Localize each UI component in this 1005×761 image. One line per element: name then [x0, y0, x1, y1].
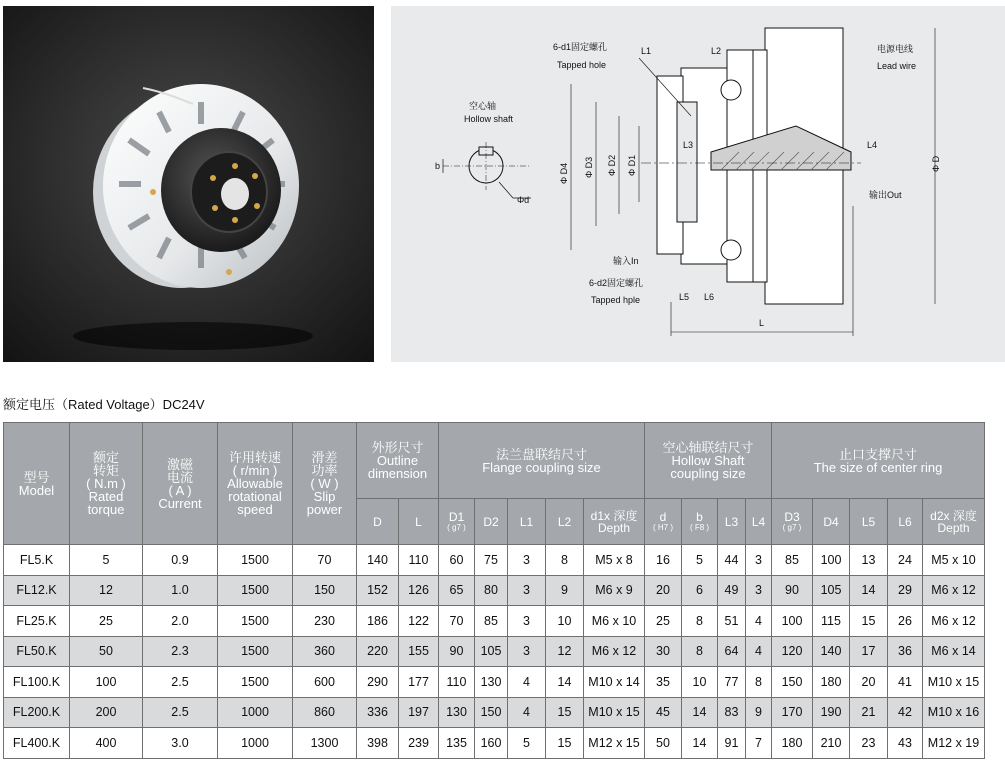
header-L6: L6 — [888, 499, 923, 545]
cell-d3: 85 — [772, 545, 813, 576]
cell-d2x: M10 x 16 — [923, 697, 985, 728]
label-L3: L3 — [683, 140, 694, 150]
cell-l6: 42 — [888, 697, 923, 728]
cell-slip: 150 — [293, 575, 357, 606]
table-row — [4, 575, 985, 606]
cell-slip: 70 — [293, 545, 357, 576]
cell-d1x: M10 x 15 — [584, 697, 645, 728]
cell-l: 126 — [399, 575, 439, 606]
label-hollow-shaft-en: Hollow shaft — [464, 114, 514, 124]
cell-d: 16 — [645, 545, 682, 576]
cell-d4: 210 — [813, 728, 850, 759]
cell-speed: 1500 — [218, 575, 293, 606]
label-D1: Φ D1 — [627, 154, 637, 176]
cell-d: 290 — [357, 667, 399, 698]
cell-b: 6 — [682, 575, 718, 606]
cell-l2: 12 — [546, 636, 584, 667]
cell-l6: 26 — [888, 606, 923, 637]
cell-l: 239 — [399, 728, 439, 759]
cell-l3: 77 — [718, 667, 746, 698]
cell-d2x: M10 x 15 — [923, 667, 985, 698]
header-D1: D1 ( g7 ) — [439, 499, 475, 545]
cell-b: 8 — [682, 636, 718, 667]
cell-l4: 3 — [746, 545, 772, 576]
header-L1: L1 — [508, 499, 546, 545]
label-phi-d: Φd — [517, 195, 530, 205]
cell-d2x: M6 x 14 — [923, 636, 985, 667]
header-torque-cell: 额定 转矩 ( N.m ) Rated torque — [70, 423, 143, 545]
cell-l2: 15 — [546, 728, 584, 759]
label-L: L — [759, 318, 765, 328]
cell-d3: 150 — [772, 667, 813, 698]
cell-l5: 23 — [850, 728, 888, 759]
cell-torque: 100 — [70, 667, 143, 698]
cell-l5: 15 — [850, 606, 888, 637]
label-tapped-hole-2-cn: 6-d2固定螺孔 — [589, 278, 644, 288]
table-row — [4, 606, 985, 637]
table-row — [4, 545, 985, 576]
cell-d: 140 — [357, 545, 399, 576]
cell-d2: 85 — [475, 606, 508, 637]
cell-d3: 90 — [772, 575, 813, 606]
cell-l1: 3 — [508, 575, 546, 606]
cell-current: 1.0 — [143, 575, 218, 606]
cell-torque: 50 — [70, 636, 143, 667]
label-input: 输入In — [613, 256, 639, 266]
label-lead-wire-en: Lead wire — [877, 61, 917, 71]
header-hollow-cell: 空心轴联结尺寸 Hollow Shaft coupling size — [645, 423, 772, 499]
cell-l4: 9 — [746, 697, 772, 728]
label-lead-wire-cn: 电源电线 — [877, 44, 914, 54]
cell-l6: 36 — [888, 636, 923, 667]
cell-d1x: M6 x 9 — [584, 575, 645, 606]
cell-d4: 100 — [813, 545, 850, 576]
cell-l3: 83 — [718, 697, 746, 728]
cell-current: 2.5 — [143, 667, 218, 698]
cell-current: 2.0 — [143, 606, 218, 637]
cell-model: FL12.K — [4, 575, 70, 606]
header-ring-cell: 止口支撑尺寸 The size of center ring — [772, 423, 985, 499]
product-photo — [3, 6, 374, 362]
label-hollow-shaft-cn: 空心轴 — [469, 101, 497, 111]
cell-l5: 14 — [850, 575, 888, 606]
cell-l3: 44 — [718, 545, 746, 576]
cell-l2: 9 — [546, 575, 584, 606]
label-L4: L4 — [867, 140, 878, 150]
header-d: d ( H7 ) — [645, 499, 682, 545]
label-b: b — [435, 161, 441, 171]
cell-d1x: M12 x 15 — [584, 728, 645, 759]
cell-d1: 135 — [439, 728, 475, 759]
cell-d1: 70 — [439, 606, 475, 637]
cell-d1: 130 — [439, 697, 475, 728]
cell-speed: 1500 — [218, 667, 293, 698]
cell-d2: 130 — [475, 667, 508, 698]
cell-l4: 3 — [746, 575, 772, 606]
cell-l4: 4 — [746, 606, 772, 637]
cell-d1: 90 — [439, 636, 475, 667]
cell-l3: 49 — [718, 575, 746, 606]
header-L4: L4 — [746, 499, 772, 545]
cell-d2: 80 — [475, 575, 508, 606]
cell-torque: 12 — [70, 575, 143, 606]
header-L3: L3 — [718, 499, 746, 545]
cell-d4: 190 — [813, 697, 850, 728]
cell-model: FL5.K — [4, 545, 70, 576]
rated-voltage-caption: 额定电压（Rated Voltage）DC24V — [3, 397, 205, 412]
table-row — [4, 697, 985, 728]
cell-slip: 360 — [293, 636, 357, 667]
cell-l6: 43 — [888, 728, 923, 759]
cell-speed: 1000 — [218, 697, 293, 728]
cell-l4: 8 — [746, 667, 772, 698]
cell-d: 45 — [645, 697, 682, 728]
cell-d1x: M5 x 8 — [584, 545, 645, 576]
spec-table-body — [3, 422, 985, 759]
cell-d: 35 — [645, 667, 682, 698]
cell-d4: 115 — [813, 606, 850, 637]
header-D3: D3 ( g7 ) — [772, 499, 813, 545]
cell-d3: 170 — [772, 697, 813, 728]
cell-d2: 160 — [475, 728, 508, 759]
cell-d: 220 — [357, 636, 399, 667]
cell-l2: 10 — [546, 606, 584, 637]
cell-d: 25 — [645, 606, 682, 637]
header-current-cell: 激磁 电流 ( A ) Current — [143, 423, 218, 545]
label-L2: L2 — [711, 46, 722, 56]
cell-speed: 1500 — [218, 606, 293, 637]
cell-d: 50 — [645, 728, 682, 759]
cell-l: 122 — [399, 606, 439, 637]
cell-b: 10 — [682, 667, 718, 698]
table-row — [4, 728, 985, 759]
cell-speed: 1500 — [218, 545, 293, 576]
label-tapped-hole-1-cn: 6-d1固定螺孔 — [553, 42, 608, 52]
cell-b: 8 — [682, 606, 718, 637]
cell-l1: 3 — [508, 545, 546, 576]
cell-l3: 51 — [718, 606, 746, 637]
cell-d1: 65 — [439, 575, 475, 606]
cell-l4: 4 — [746, 636, 772, 667]
cell-l5: 17 — [850, 636, 888, 667]
label-D: Φ D — [931, 155, 941, 172]
cell-current: 2.5 — [143, 697, 218, 728]
cell-d4: 105 — [813, 575, 850, 606]
cell-b: 14 — [682, 728, 718, 759]
header-D2: D2 — [475, 499, 508, 545]
cell-d1: 60 — [439, 545, 475, 576]
cell-l1: 4 — [508, 697, 546, 728]
cell-l6: 24 — [888, 545, 923, 576]
header-b: b ( F8 ) — [682, 499, 718, 545]
label-tapped-hole-1-en: Tapped hole — [557, 60, 607, 70]
label-output: 输出Out — [869, 190, 902, 200]
cell-d4: 140 — [813, 636, 850, 667]
cell-slip: 230 — [293, 606, 357, 637]
cell-l4: 7 — [746, 728, 772, 759]
cell-d3: 180 — [772, 728, 813, 759]
cell-l1: 3 — [508, 636, 546, 667]
header-L2: L2 — [546, 499, 584, 545]
cell-l1: 5 — [508, 728, 546, 759]
cell-d1: 110 — [439, 667, 475, 698]
header-d2x: d2x 深度 Depth — [923, 499, 985, 545]
cell-d2x: M6 x 12 — [923, 575, 985, 606]
cell-d1x: M6 x 12 — [584, 636, 645, 667]
header-d1x: d1x 深度 Depth — [584, 499, 645, 545]
cell-d2x: M5 x 10 — [923, 545, 985, 576]
cell-l: 155 — [399, 636, 439, 667]
cell-l6: 29 — [888, 575, 923, 606]
cell-l3: 91 — [718, 728, 746, 759]
cross-section-drawing — [391, 6, 1005, 362]
cell-l1: 4 — [508, 667, 546, 698]
cell-l5: 13 — [850, 545, 888, 576]
dimension-diagram — [391, 6, 1005, 362]
cell-l2: 8 — [546, 545, 584, 576]
cell-d: 20 — [645, 575, 682, 606]
cell-d2x: M6 x 12 — [923, 606, 985, 637]
label-D2: Φ D2 — [607, 154, 617, 176]
label-tapped-hole-2-en: Tapped hple — [591, 295, 641, 305]
cell-d4: 180 — [813, 667, 850, 698]
cell-model: FL100.K — [4, 667, 70, 698]
cell-l5: 21 — [850, 697, 888, 728]
cell-l2: 15 — [546, 697, 584, 728]
cell-current: 3.0 — [143, 728, 218, 759]
cell-d3: 100 — [772, 606, 813, 637]
cell-model: FL50.K — [4, 636, 70, 667]
header-slip-cell: 滑差 功率 ( W ) Slip power — [293, 423, 357, 545]
label-D3: Φ D3 — [584, 156, 594, 178]
label-L6: L6 — [704, 292, 715, 302]
header-outline-cell: 外形尺寸 Outline dimension — [357, 423, 439, 499]
cell-d: 336 — [357, 697, 399, 728]
spec-rows — [4, 545, 985, 759]
header-model-cell: 型号 Model — [4, 423, 70, 545]
table-row — [4, 636, 985, 667]
cell-d2: 105 — [475, 636, 508, 667]
cell-model: FL200.K — [4, 697, 70, 728]
header-speed-cell: 许用转速 ( r/min ) Allowable rotational speed — [218, 423, 293, 545]
cell-d: 398 — [357, 728, 399, 759]
cell-current: 2.3 — [143, 636, 218, 667]
cell-d1x: M10 x 14 — [584, 667, 645, 698]
label-L1: L1 — [641, 46, 652, 56]
cell-l6: 41 — [888, 667, 923, 698]
header-L5: L5 — [850, 499, 888, 545]
header-D4: D4 — [813, 499, 850, 545]
cell-b: 14 — [682, 697, 718, 728]
cell-l: 177 — [399, 667, 439, 698]
cell-torque: 200 — [70, 697, 143, 728]
cell-model: FL25.K — [4, 606, 70, 637]
cell-speed: 1000 — [218, 728, 293, 759]
cell-d3: 120 — [772, 636, 813, 667]
cell-l3: 64 — [718, 636, 746, 667]
cell-l2: 14 — [546, 667, 584, 698]
cell-d: 186 — [357, 606, 399, 637]
cell-torque: 5 — [70, 545, 143, 576]
table-row — [4, 667, 985, 698]
cell-d2x: M12 x 19 — [923, 728, 985, 759]
label-D4: Φ D4 — [559, 162, 569, 184]
cell-d2: 150 — [475, 697, 508, 728]
header-D: D — [357, 499, 399, 545]
cell-d1x: M6 x 10 — [584, 606, 645, 637]
cell-speed: 1500 — [218, 636, 293, 667]
header-L: L — [399, 499, 439, 545]
cell-d2: 75 — [475, 545, 508, 576]
cell-torque: 400 — [70, 728, 143, 759]
header-flange-cell: 法兰盘联结尺寸 Flange coupling size — [439, 423, 645, 499]
cell-model: FL400.K — [4, 728, 70, 759]
cell-slip: 600 — [293, 667, 357, 698]
magnetic-powder-clutch-image — [3, 6, 374, 362]
cell-slip: 1300 — [293, 728, 357, 759]
cell-current: 0.9 — [143, 545, 218, 576]
cell-l1: 3 — [508, 606, 546, 637]
cell-slip: 860 — [293, 697, 357, 728]
cell-d: 30 — [645, 636, 682, 667]
cell-l: 197 — [399, 697, 439, 728]
label-L5: L5 — [679, 292, 690, 302]
cell-l5: 20 — [850, 667, 888, 698]
cell-d: 152 — [357, 575, 399, 606]
cell-torque: 25 — [70, 606, 143, 637]
cell-l: 110 — [399, 545, 439, 576]
cell-b: 5 — [682, 545, 718, 576]
